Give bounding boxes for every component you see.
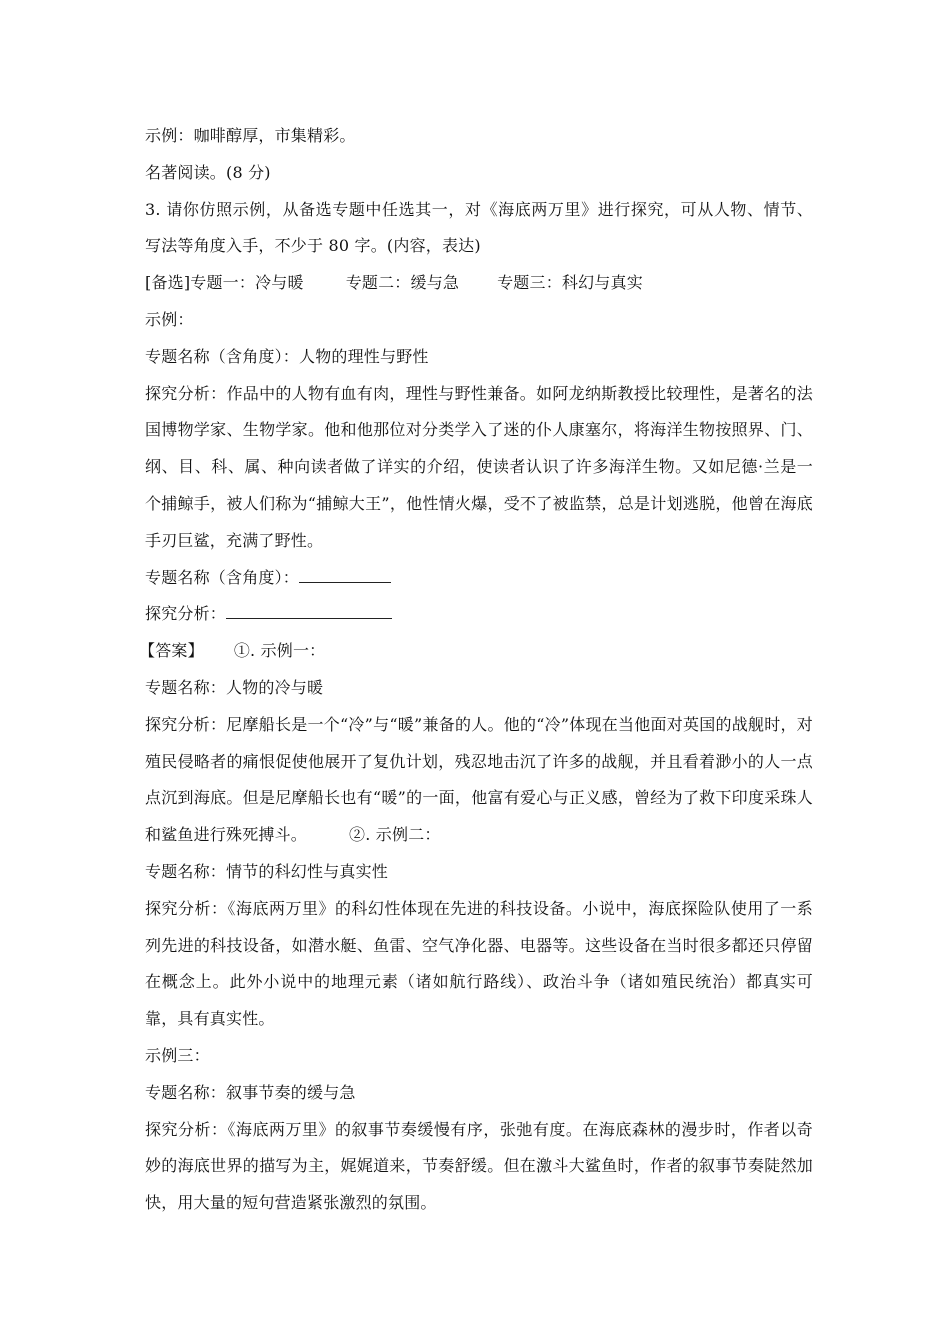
answer-header [139,633,813,670]
answer-3-title: 专题名称：叙事节奏的缓与急 [145,1082,356,1102]
section-heading: 名著阅读。(8 分) [145,162,271,182]
blank-topic-title [145,560,813,597]
example-analysis: 探究分析：作品中的人物有血有肉，理性与野性兼备。如阿龙纳斯教授比较理性，是著名的法国博物学家、生物学家。他和他那位对分类学入了迷的仆人康塞尔，将海洋生物按照界、门、纲、目、科、属、种向读者做了详实的介绍，使读者认识了许多海洋生物。又如尼德·兰是一个捕鲸手，被人们称为“捕鲸大王”，他性情火爆，受不了被监禁，总是计划逃脱，他曾在海底手刃巨鲨，充满了野性。 [145,383,813,550]
topic-option-2: 专题二：缓与急 [345,273,460,293]
topic-options [145,265,813,302]
topic-title-blank [299,560,391,583]
example-3-label: 示例三： [145,1045,210,1065]
blank-analysis [145,596,813,633]
example-label: 示例： [145,309,194,329]
blank-analysis-label: 探究分析： [145,604,227,624]
answer-2-analysis: 探究分析：《海底两万里》的科幻性体现在先进的科技设备。小说中，海底探险队使用了一系列先进的科技设备，如潜水艇、鱼雷、空气净化器、电器等。这些设备在当时很多都还只停留在概念上。此外小说中的地理元素（诸如航行路线）、政治斗争（诸如殖民统治）都真实可靠，具有真实性。 [145,898,813,1029]
answer-1-analysis: 探究分析：尼摩船长是一个“冷”与“暖”兼备的人。他的“冷”体现在当他面对英国的战舰时，对殖民侵略者的痛恨促使他展开了复仇计划，残忍地击沉了许多的战舰，并且看着渺小的人一点点沉到海底。但是尼摩船长也有“暖”的一面，他富有爱心与正义感，曾经为了救下印度采珠人和鲨鱼进行殊死搏斗。 ②. 示例二： [145,714,813,845]
example-line: 示例：咖啡醇厚，市集精彩。 [145,126,356,145]
answer-example-1-label: ①. 示例一： [233,641,326,661]
answer-1-title: 专题名称：人物的冷与暖 [145,677,324,697]
example-topic-title: 专题名称（含角度）：人物的理性与野性 [145,346,429,366]
document-body [139,118,813,1222]
blank-topic-label: 专题名称（含角度）： [145,567,300,587]
answer-2-title: 专题名称：情节的科幻性与真实性 [145,861,389,881]
answer-example-2-label: ②. 示例二： [349,825,441,845]
topic-option-1: [备选]专题一：冷与暖 [145,273,304,293]
question-3: 3. 请你仿照示例，从备选专题中任选其一，对《海底两万里》进行探究，可从人物、情节、写法等角度入手，不少于 80 字。(内容，表达) [145,199,813,256]
answer-3-analysis: 探究分析：《海底两万里》的叙事节奏缓慢有序，张弛有度。在海底森林的漫步时，作者以奇妙的海底世界的描写为主，娓娓道来，节奏舒缓。但在激斗大鲨鱼时，作者的叙事节奏陡然加快，用大量的短句营造紧张激烈的氛围。 [145,1119,813,1213]
answer-label: 【答案】 [139,641,204,661]
topic-option-3: 专题三：科幻与真实 [497,273,643,293]
analysis-blank [226,596,392,619]
